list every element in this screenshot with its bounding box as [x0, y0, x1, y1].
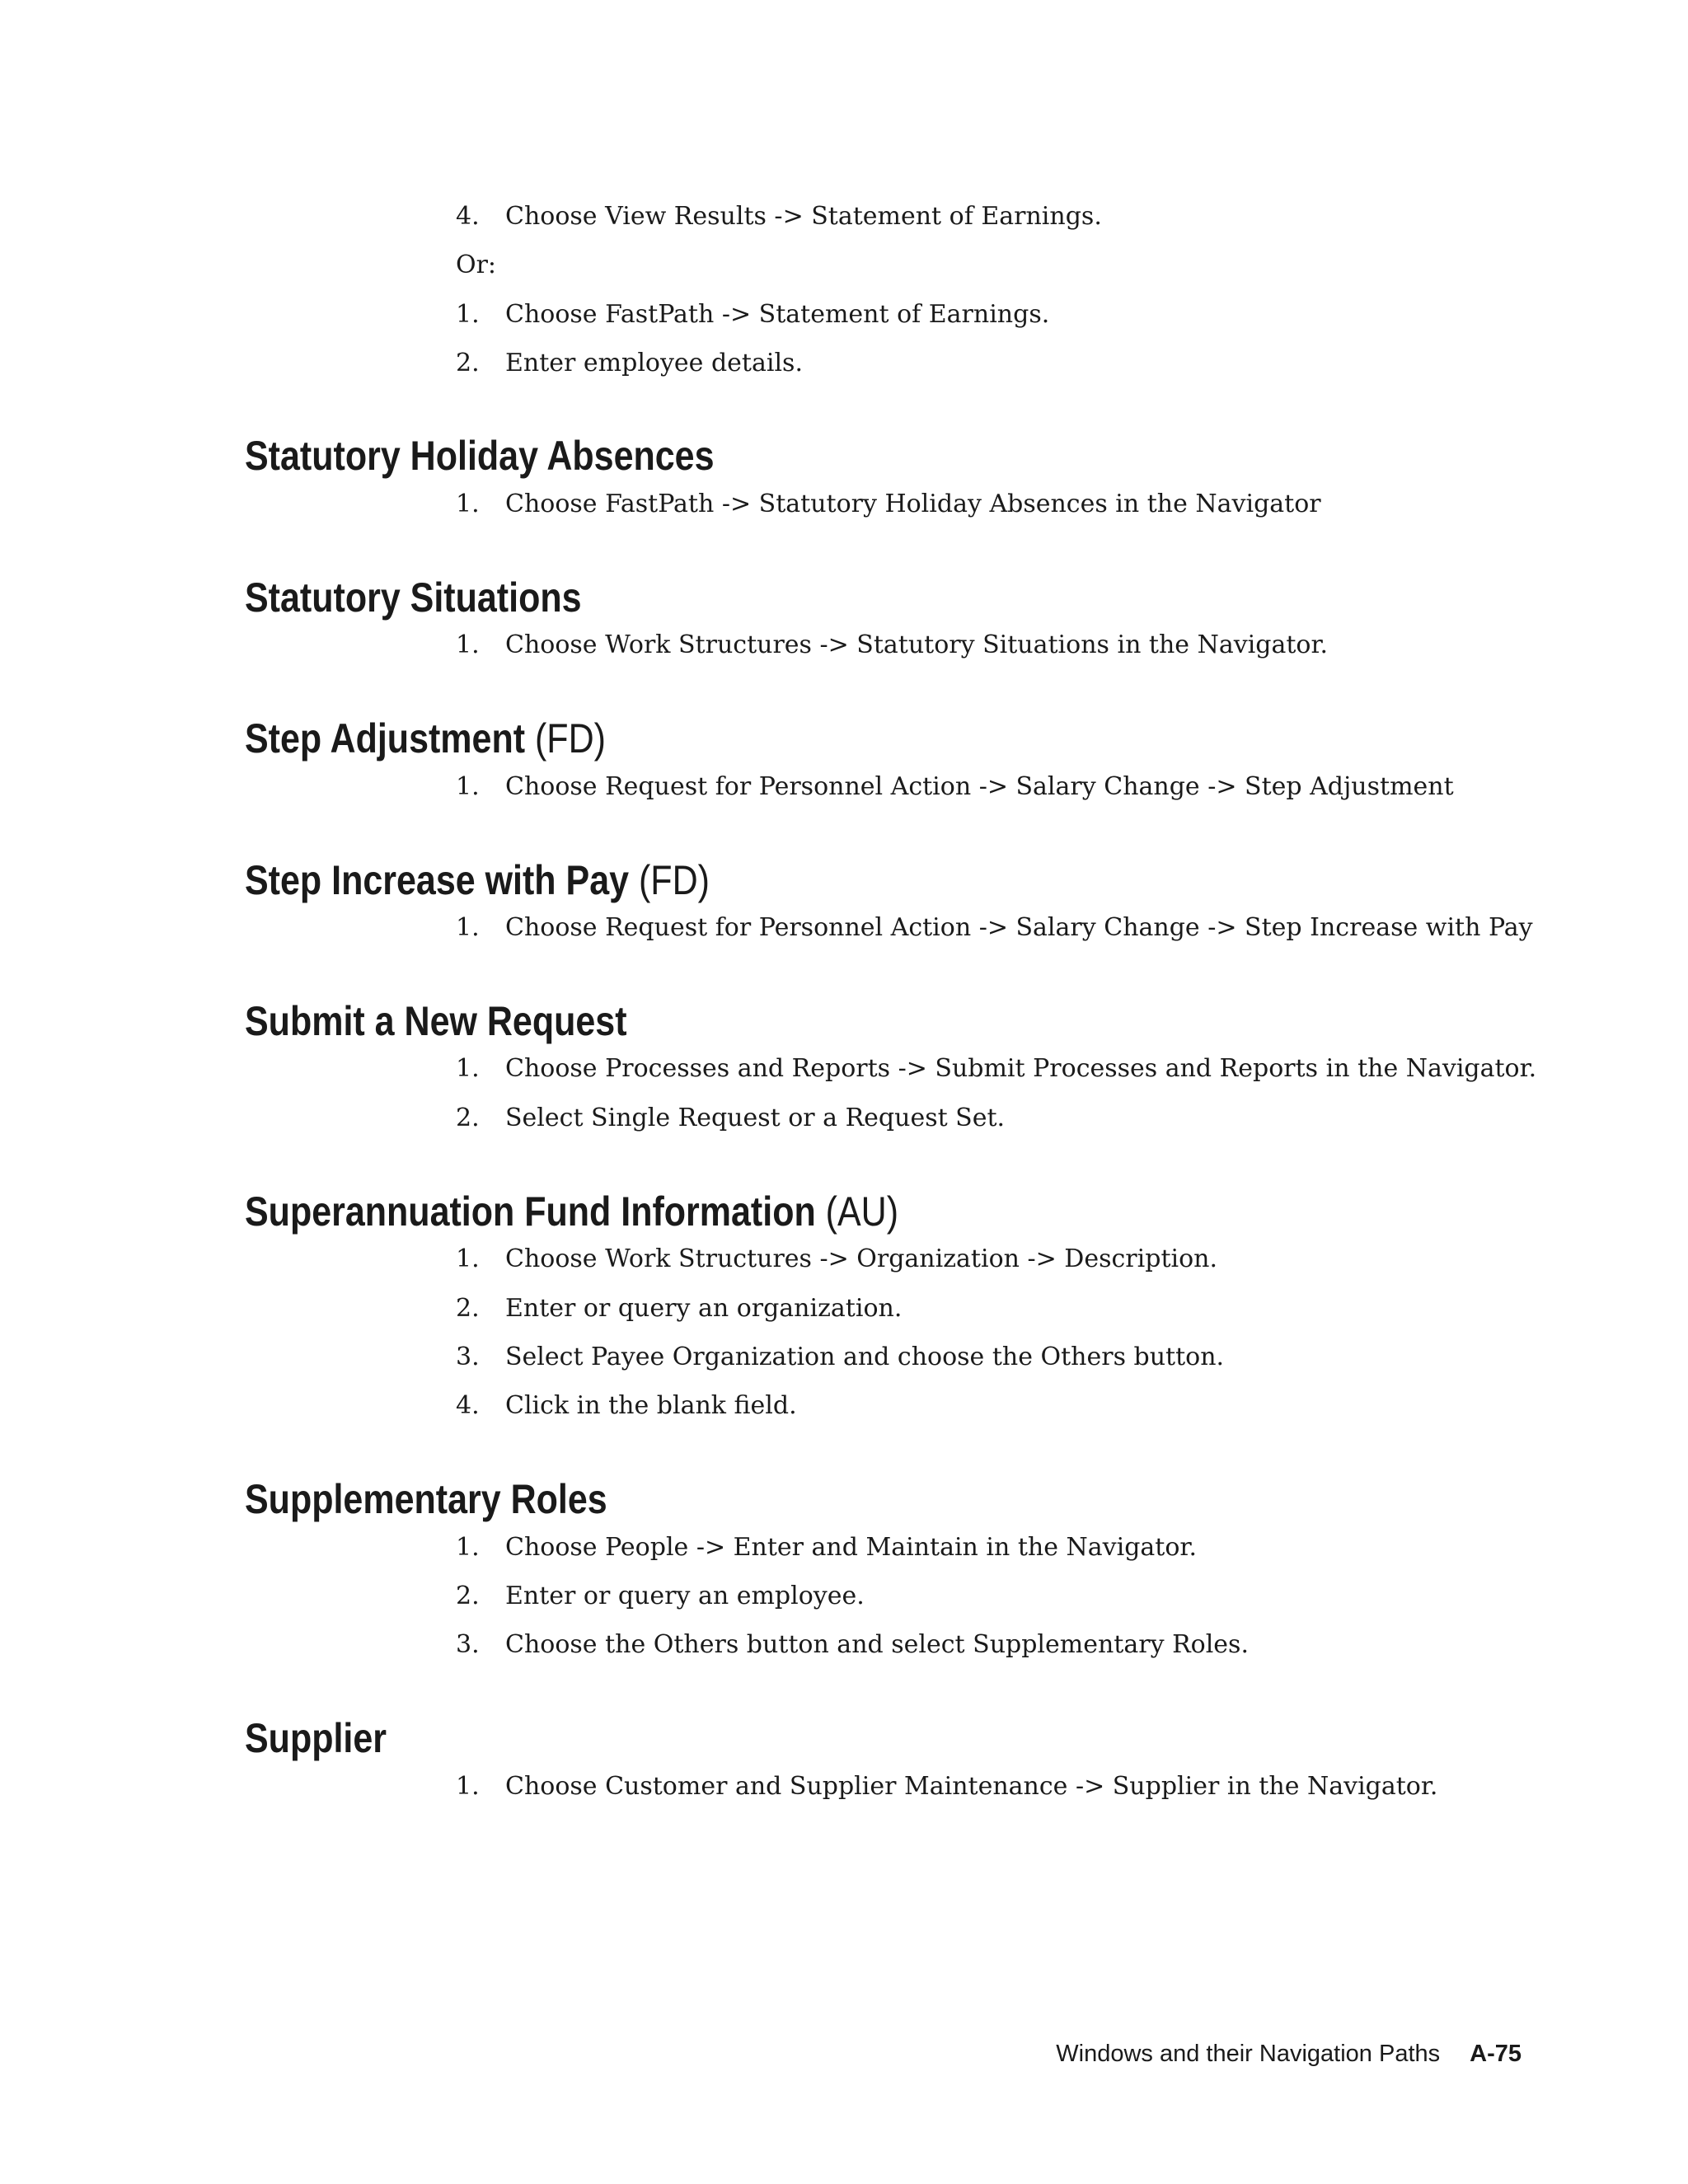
step-number: 1. — [456, 630, 480, 659]
footer-section-title: Windows and their Navigation Paths — [1056, 2041, 1441, 2067]
heading-title: Step Increase with Pay — [245, 857, 630, 903]
step-text: Select Payee Organization and choose the Others button. — [505, 1343, 1225, 1371]
heading-title: Step Adjustment — [245, 715, 526, 762]
step-text: Choose FastPath -> Statutory Holiday Absences in the Navigator — [505, 490, 1321, 518]
intro-alt-step — [456, 347, 1610, 380]
heading-suffix: (FD) — [525, 715, 606, 762]
section-step — [456, 629, 1610, 662]
section-heading — [245, 1187, 898, 1236]
step-text: Enter or query an employee. — [505, 1582, 865, 1610]
heading-title: Supplementary Roles — [245, 1476, 607, 1522]
page-footer — [1056, 2037, 1522, 2070]
step-text: Enter or query an organization. — [505, 1294, 903, 1323]
section-step — [456, 1341, 1610, 1374]
section-heading — [245, 1474, 607, 1524]
step-number: 2. — [456, 1582, 480, 1610]
section-step — [456, 1580, 1610, 1613]
step-text: Choose the Others button and select Supplementary Roles. — [505, 1630, 1249, 1659]
step-number: 1. — [456, 772, 480, 801]
section-heading — [245, 855, 710, 905]
step-text: Choose Work Structures -> Organization -> Description. — [505, 1244, 1218, 1273]
intro-step — [456, 200, 1610, 233]
section-heading — [245, 714, 606, 763]
section-step — [456, 488, 1610, 521]
section-heading — [245, 431, 715, 480]
heading-title: Statutory Situations — [245, 574, 582, 621]
step-number: 1. — [456, 1244, 480, 1273]
step-number: 4. — [456, 1391, 480, 1420]
step-text: Choose Customer and Supplier Maintenance -> Supplier in the Navigator. — [505, 1772, 1438, 1801]
heading-suffix: (AU) — [815, 1188, 899, 1235]
heading-title: Supplier — [245, 1715, 387, 1761]
heading-title: Statutory Holiday Absences — [245, 433, 715, 479]
section-step — [456, 1629, 1610, 1661]
heading-title: Superannuation Fund Information — [245, 1188, 816, 1235]
step-text: Choose Processes and Reports -> Submit Processes and Reports in the Navigator. — [505, 1054, 1537, 1083]
step-text: Choose View Results -> Statement of Earnings. — [505, 202, 1102, 231]
section-step — [456, 1770, 1610, 1803]
heading-suffix: (FD) — [629, 857, 710, 903]
step-number: 3. — [456, 1343, 480, 1371]
step-number: 1. — [456, 300, 480, 329]
section-heading — [245, 996, 627, 1046]
section-step — [456, 1390, 1610, 1422]
section-step — [456, 1102, 1610, 1135]
step-number: 1. — [456, 1533, 480, 1562]
section-step — [456, 1531, 1610, 1564]
step-number: 1. — [456, 1054, 480, 1083]
step-number: 2. — [456, 1294, 480, 1323]
step-number: 2. — [456, 349, 480, 377]
intro-alt-step — [456, 298, 1610, 331]
step-number: 1. — [456, 913, 480, 942]
step-text: Select Single Request or a Request Set. — [505, 1104, 1006, 1132]
step-number: 3. — [456, 1630, 480, 1659]
step-number: 1. — [456, 490, 480, 518]
or-text: Or: — [456, 251, 497, 279]
section-heading — [245, 1713, 387, 1763]
section-step — [456, 1052, 1610, 1085]
step-text: Choose People -> Enter and Maintain in the Navigator. — [505, 1533, 1197, 1562]
section-heading — [245, 573, 582, 622]
section-step — [456, 771, 1610, 804]
step-text: Choose Request for Personnel Action -> Salary Change -> Step Adjustment — [505, 772, 1454, 801]
step-text: Choose Work Structures -> Statutory Situations in the Navigator. — [505, 630, 1329, 659]
step-text: Choose Request for Personnel Action -> Salary Change -> Step Increase with Pay — [505, 913, 1533, 942]
step-text: Choose FastPath -> Statement of Earnings. — [505, 300, 1050, 329]
heading-title: Submit a New Request — [245, 998, 627, 1044]
section-step — [456, 1243, 1610, 1276]
step-text: Enter employee details. — [505, 349, 803, 377]
section-step — [456, 912, 1610, 944]
page-number: A-75 — [1470, 2041, 1522, 2067]
step-number: 1. — [456, 1772, 480, 1801]
section-step — [456, 1292, 1610, 1325]
step-text: Click in the blank field. — [505, 1391, 797, 1420]
step-number: 2. — [456, 1104, 480, 1132]
step-number: 4. — [456, 202, 480, 231]
